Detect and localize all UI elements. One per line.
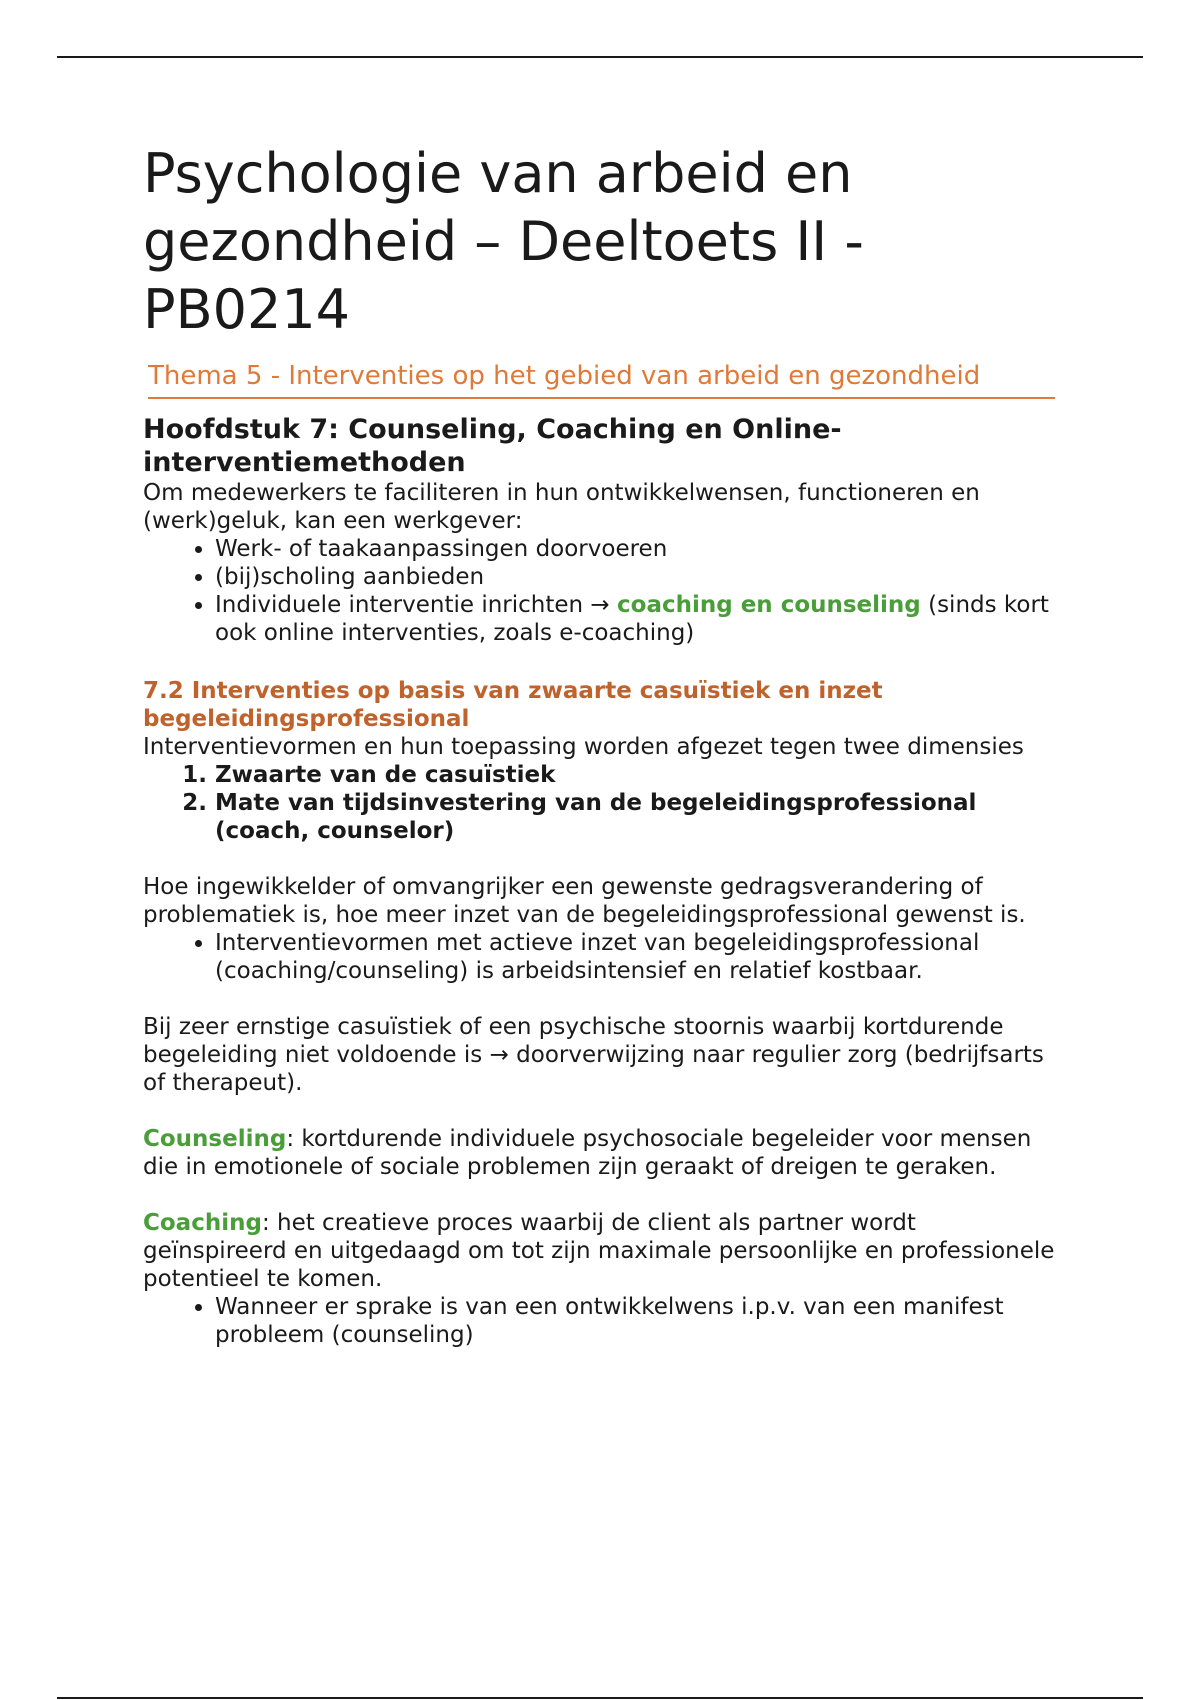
paragraph: Hoe ingewikkelder of omvangrijker een gewenste gedragsverandering of problematiek is, hoe meer inzet van de begeleidingsprofessional gewenst is. [143,874,1026,928]
intro-list [143,535,1063,647]
highlight-term: coaching en counseling [617,592,921,618]
list-item: • (bij)scholing aanbieden [215,563,1063,591]
document-page [143,140,1063,1349]
definition-coaching [143,1209,1063,1293]
section-heading: 7.2 Interventies op basis van zwaarte casuïstiek en inzet begeleidingsprofessional [143,678,883,732]
list-item: • Interventievormen met actieve inzet van begeleidingsprofessional (coaching/counseling) is arbeidsintensief en relatief kostbaar. [215,929,1063,985]
dimensions-list [143,761,1063,845]
definition-term: Counseling [143,1126,287,1152]
bottom-rule [57,1697,1143,1699]
bullet-list [143,929,1063,985]
top-rule [57,56,1143,58]
list-item: • Werk- of taakaanpassingen doorvoeren [215,535,1063,563]
definition-text: : het creatieve proces waarbij de client als partner wordt geïnspireerd en uitgedaagd om tot zijn maximale persoonlijke en professionele potentieel te komen. [143,1210,1055,1292]
intro-paragraph: Om medewerkers te faciliteren in hun ontwikkelwensen, functioneren en (werk)geluk, kan een werkgever: [143,480,980,534]
definition-text: : kortdurende individuele psychosociale begeleider voor mensen die in emotionele of sociale problemen zijn geraakt of dreigen te geraken. [143,1126,1032,1180]
section-intro: Interventievormen en hun toepassing worden afgezet tegen twee dimensies [143,734,1024,760]
bullet-list [143,1293,1063,1349]
list-item: • Wanneer er sprake is van een ontwikkelwens i.p.v. van een manifest probleem (counseling) [215,1293,1063,1349]
definition-counseling [143,1125,1063,1181]
theme-heading: Thema 5 - Interventies op het gebied van arbeid en gezondheid [148,358,1055,399]
chapter-heading: Hoofdstuk 7: Counseling, Coaching en Online-interventiemethoden [143,414,842,478]
list-item [215,591,1063,647]
list-item: 2. Mate van tijdsinvestering van de begeleidingsprofessional (coach, counselor) [215,789,1063,845]
document-title: Psychologie van arbeid en gezondheid – Deeltoets II - PB0214 [143,142,864,341]
list-item-text: (sinds kort ook online interventies, zoals e-coaching) [215,592,1049,646]
list-item: 1. Zwaarte van de casuïstiek [215,761,1063,789]
definition-term: Coaching [143,1210,262,1236]
list-item-text: Individuele interventie inrichten → [215,592,618,618]
paragraph: Bij zeer ernstige casuïstiek of een psychische stoornis waarbij kortdurende begeleiding niet voldoende is → doorverwijzing naar regulier zorg (bedrijfsarts of therapeut). [143,1014,1044,1096]
